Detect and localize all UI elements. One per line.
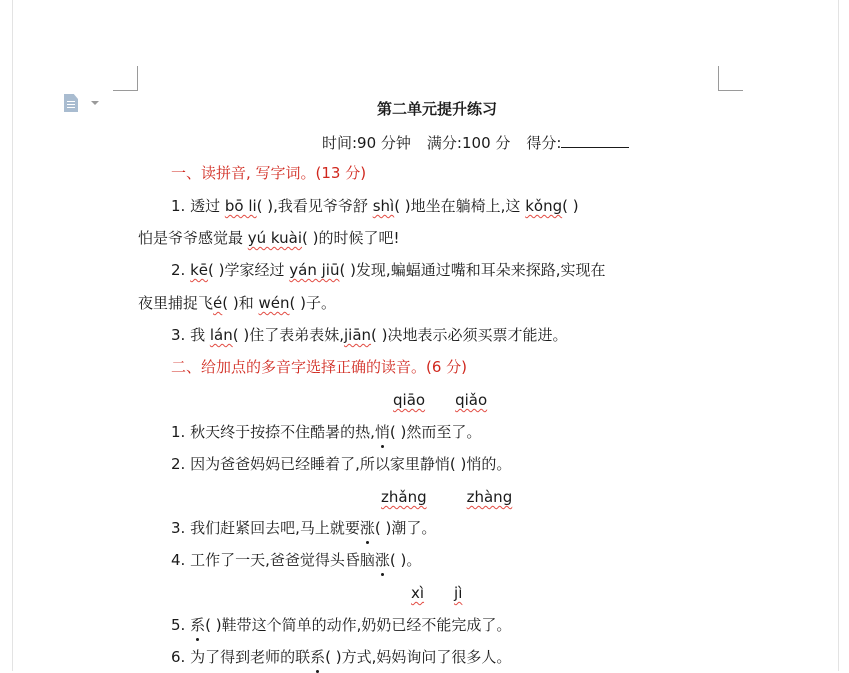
reading-options-1 [393,390,487,410]
text: 1. 秋天终于按捺不住酷暑的热, [171,423,375,441]
text: 3. 我们赶紧回去吧,马上就要 [171,519,360,537]
text: 2. [171,261,191,279]
exam-meta [322,131,629,153]
paste-options-button[interactable] [62,94,102,114]
pinyin: bō li [224,197,257,215]
margin-corner-top-right [718,66,743,91]
pinyin-option: zhàng [466,488,513,506]
text: 夜里捕捉飞 [138,294,214,312]
pinyin-option: jì [454,584,463,602]
text: ( )决地表示必须买票才能进。 [371,326,568,344]
text: 4. 工作了一天,爸爸觉得头昏脑 [171,551,375,569]
pinyin-option: qiāo [393,391,426,409]
pinyin: kē [190,261,209,279]
text: ( )发现,蝙蝠通过嘴和耳朵来探路,实现在 [339,261,606,279]
text: 悄 [466,455,482,473]
text: 2. 因为爸爸妈妈已经睡着了,所以家里静悄( ) [171,455,467,473]
pinyin: shì [372,197,395,215]
page-left-edge [12,0,13,671]
document-icon [64,94,78,112]
pinyin: kǒng [525,197,563,215]
text: 1. 透过 [171,197,225,215]
text: ( )的时候了吧! [302,229,400,247]
text: ( )方式,妈妈询问了很多人。 [325,648,512,666]
score-blank[interactable] [561,131,629,148]
dotted-char: 系 [310,648,326,666]
pinyin: yán jiū [289,261,340,279]
text: 6. 为了得到老师的联 [171,648,311,666]
question-2-2 [171,454,511,474]
dotted-char: 悄 [374,423,390,441]
score-label: 得分: [526,134,562,152]
text: ( )鞋带这个简单的动作,奶奶已经不能完成了。 [205,616,512,634]
section-1-heading: 一、读拼音, 写字词。(13 分) [171,164,367,182]
text: ( )地坐在躺椅上,这 [394,197,526,215]
text: ( )和 [222,294,259,312]
dotted-char: 系 [190,616,206,634]
text: ( ) [562,197,579,215]
question-3 [171,325,568,345]
margin-corner-top-left [113,66,138,91]
text: ( ),我看见爷爷舒 [256,197,373,215]
page-title: 第二单元提升练习 [377,100,498,118]
question-1-line-2 [138,228,400,248]
pinyin: wén [258,294,290,312]
chevron-down-icon [91,101,99,105]
full-score-label: 满分:100 分 [426,134,511,152]
pinyin: yú kuài [247,229,303,247]
question-1-line-1 [171,196,579,216]
text: ( )。 [389,551,422,569]
text: ( )住了表弟表妹, [232,326,344,344]
question-2-1 [171,422,481,442]
pinyin: jiān [343,326,372,344]
pinyin-option: zhǎng [381,488,427,506]
dotted-char: 涨 [374,551,390,569]
text: ( )潮了。 [374,519,437,537]
text: ( )子。 [289,294,336,312]
pinyin-option: qiǎo [455,391,488,409]
question-2-line-2 [138,293,336,313]
question-2-5 [171,615,511,635]
section-2-heading: 二、给加点的多音字选择正确的读音。(6 分) [171,358,468,376]
dotted-char: 涨 [359,519,375,537]
reading-options-3 [411,583,462,603]
pinyin: lán [209,326,233,344]
time-label: 时间:90 分钟 [322,134,411,152]
question-2-3 [171,518,436,538]
text: ( )学家经过 [208,261,290,279]
question-2-4 [171,550,421,570]
text: ( )然而至了。 [389,423,482,441]
pinyin: é [213,294,223,312]
question-2-line-1 [171,260,605,280]
text: 5. [171,616,191,634]
text: 怕是爷爷感觉最 [138,229,248,247]
reading-options-2 [381,487,512,507]
text: 3. 我 [171,326,210,344]
page-right-edge [838,0,839,671]
question-2-6 [171,647,511,667]
pinyin-option: xì [411,584,425,602]
text: 的。 [481,455,512,473]
